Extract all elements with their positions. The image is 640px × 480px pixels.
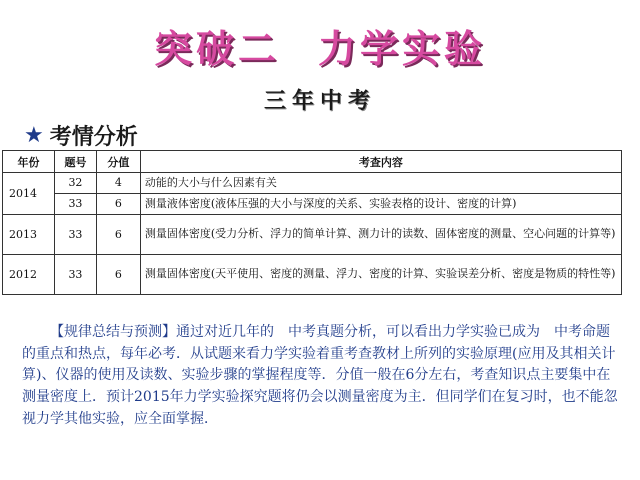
main-title-part2: 力学实验 [318,27,487,71]
main-title-part1: 突破二 [153,27,280,71]
section-heading [24,120,138,150]
cell-year: 2013 [3,214,55,254]
header-content: 考查内容 [140,151,621,173]
summary-paragraph: 【规律总结与预测】通过对近几年的 中考真题分析，可以看出力学实验已成为 中考命题的重点和热点，每年必考．从试题来看力学实验着重考查教材上所列的实验原理(应用及其相关计算)、仪器的使用及读数、实验步骤的掌握程度等．分值一般在6分左右，考查知识点主要集中在测量密度上．预计2015年力学实验探究题将仍会以测量密度为主．但同学们在复习时，也不能忽视力学其他实验，应全面掌握． [22,324,618,427]
table-row [3,193,622,214]
cell-number: 32 [54,173,96,194]
header-year: 年份 [3,151,55,173]
cell-number: 33 [54,254,96,294]
header-number: 题号 [54,151,96,173]
cell-content: 测量固体密度(天平使用、密度的测量、浮力、密度的计算、实验误差分析、密度是物质的特性等) [140,254,621,294]
cell-number: 33 [54,214,96,254]
cell-score: 6 [96,254,140,294]
table-header-row [3,151,622,173]
header-score: 分值 [96,151,140,173]
cell-score: 6 [96,214,140,254]
cell-year: 2012 [3,254,55,294]
star-icon: ★ [24,122,44,148]
exam-analysis-table [2,150,622,295]
main-title [0,18,640,71]
cell-number: 33 [54,193,96,214]
cell-year: 2014 [3,173,55,215]
sub-title: 三年中考 [263,89,376,114]
cell-content: 测量固体密度(受力分析、浮力的简单计算、测力计的读数、固体密度的测量、空心问题的计算等) [140,214,621,254]
cell-content: 测量液体密度(液体压强的大小与深度的关系、实验表格的设计、密度的计算) [140,193,621,214]
cell-score: 6 [96,193,140,214]
table-row [3,173,622,194]
section-heading-label: 考情分析 [49,124,138,150]
cell-content: 动能的大小与什么因素有关 [140,173,621,194]
cell-score: 4 [96,173,140,194]
table-row [3,214,622,254]
table-row [3,254,622,294]
